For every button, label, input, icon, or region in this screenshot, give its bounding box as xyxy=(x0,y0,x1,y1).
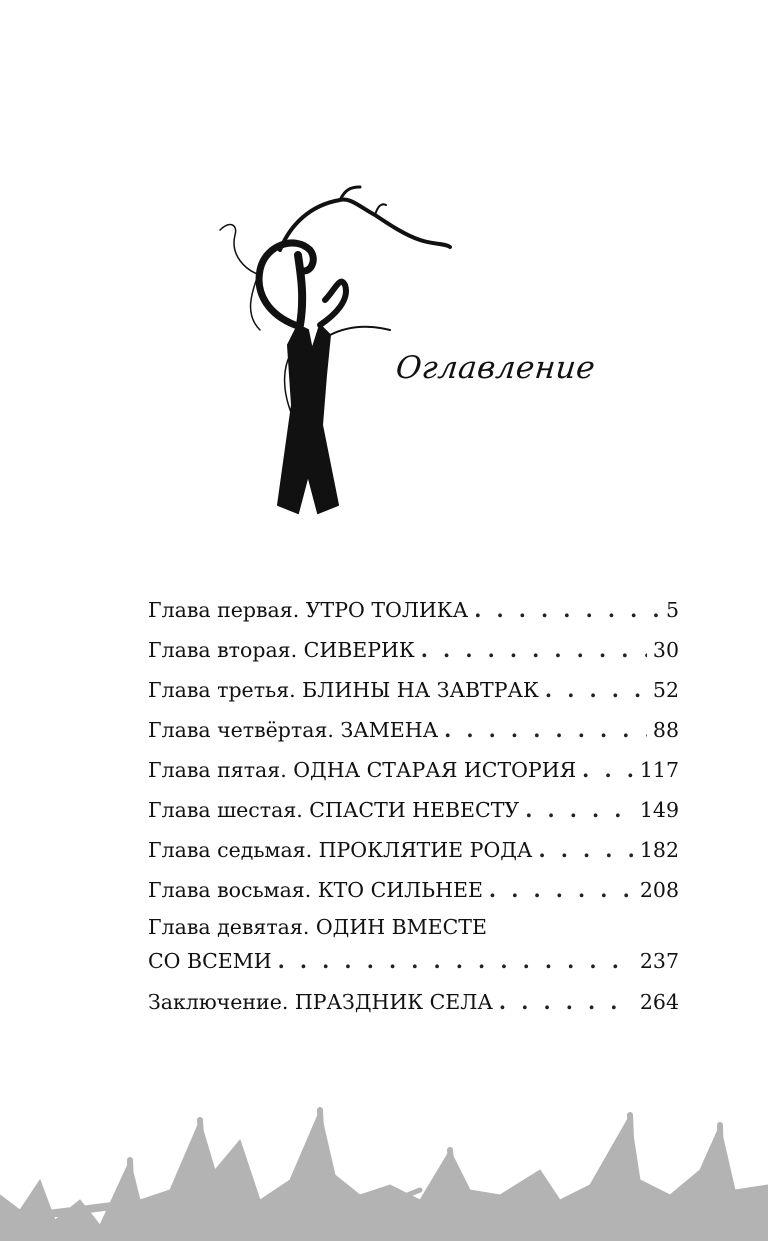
toc-entry xyxy=(148,830,679,870)
toc-entry-page: 88 xyxy=(652,718,679,742)
toc-entry-title: Глава восьмая. КТО СИЛЬНЕЕ xyxy=(148,878,483,902)
toc-entry xyxy=(148,910,679,982)
toc-entry xyxy=(148,870,679,910)
toc-entry-title-continued: СО ВСЕМИ xyxy=(148,949,272,973)
toc-entry-page: 117 xyxy=(639,758,679,782)
table-of-contents xyxy=(148,590,679,1022)
toc-entry-page: 237 xyxy=(639,949,679,973)
toc-leader-dots xyxy=(545,670,647,710)
toc-entry-title: Глава четвёртая. ЗАМЕНА xyxy=(148,718,439,742)
toc-entry-title: Глава седьмая. ПРОКЛЯТИЕ РОДА xyxy=(148,838,533,862)
toc-entry xyxy=(148,982,679,1022)
toc-entry-page: 264 xyxy=(639,990,679,1014)
toc-entry-page: 52 xyxy=(652,678,679,702)
toc-entry-title: Заключение. ПРАЗДНИК СЕЛА xyxy=(148,990,493,1014)
toc-entry-page: 30 xyxy=(652,638,679,662)
toc-entry xyxy=(148,630,679,670)
toc-entry xyxy=(148,590,679,630)
toc-entry-title: Глава первая. УТРО ТОЛИКА xyxy=(148,598,469,622)
toc-entry-title: Глава шестая. СПАСТИ НЕВЕСТУ xyxy=(148,798,520,822)
toc-entry xyxy=(148,750,679,790)
toc-leader-dots xyxy=(538,830,633,870)
toc-entry-title: Глава девятая. ОДИН ВМЕСТЕ xyxy=(148,915,487,939)
toc-leader-dots xyxy=(278,944,634,978)
toc-entry-title: Глава третья. БЛИНЫ НА ЗАВТРАК xyxy=(148,678,539,702)
toc-leader-dots xyxy=(582,750,634,790)
toc-entry-title: Глава пятая. ОДНА СТАРАЯ ИСТОРИЯ xyxy=(148,758,577,782)
toc-leader-dots xyxy=(474,590,660,630)
toc-leader-dots xyxy=(421,630,647,670)
toc-entry-page: 182 xyxy=(639,838,679,862)
toc-entry-page: 149 xyxy=(639,798,679,822)
toc-entry xyxy=(148,710,679,750)
toc-entry xyxy=(148,790,679,830)
page-title: Оглавление xyxy=(394,350,598,386)
toc-leader-dots xyxy=(444,710,647,750)
toc-leader-dots xyxy=(525,790,634,830)
toc-entry xyxy=(148,670,679,710)
toc-entry-title: Глава вторая. СИВЕРИК xyxy=(148,638,415,662)
toc-entry-page: 5 xyxy=(665,598,679,622)
grass-border-icon xyxy=(0,1100,768,1241)
toc-entry-page: 208 xyxy=(639,878,679,902)
toc-leader-dots xyxy=(499,982,634,1022)
toc-leader-dots xyxy=(489,870,634,910)
